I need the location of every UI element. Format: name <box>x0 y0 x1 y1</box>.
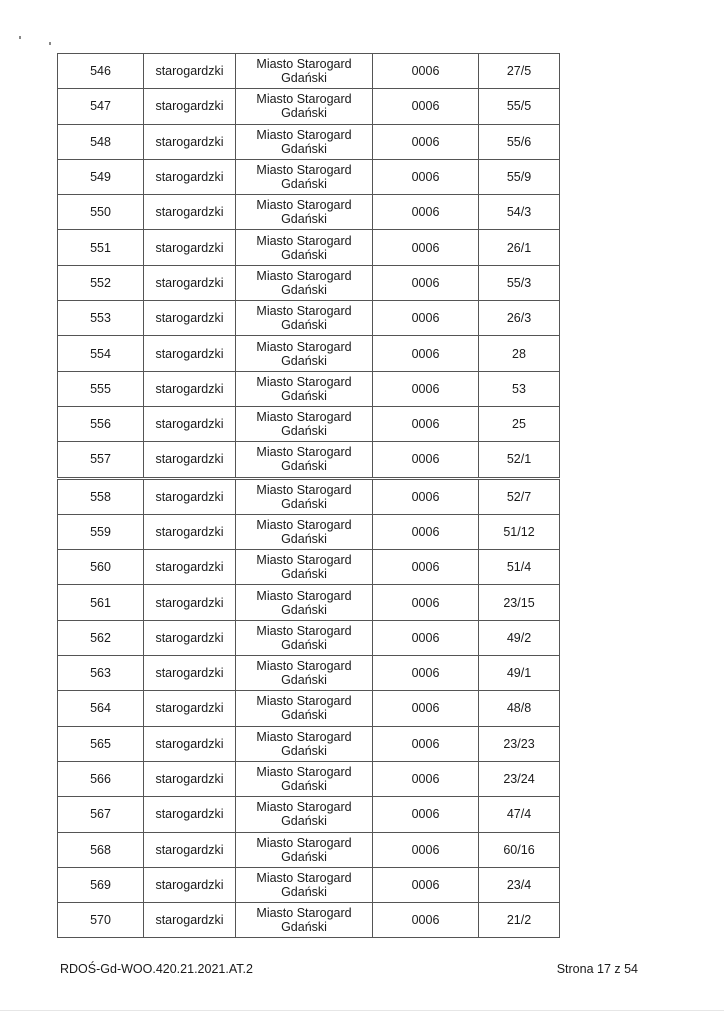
cell-gmina <box>236 54 373 89</box>
cell-powiat-text: starogardzki <box>155 240 224 255</box>
cell-gmina <box>236 406 373 441</box>
cell-lp-text: 570 <box>90 913 111 928</box>
cell-powiat <box>144 585 236 620</box>
cell-obreb <box>373 478 479 514</box>
cell-lp-text: 556 <box>90 417 111 432</box>
cell-lp-text: 550 <box>90 205 111 220</box>
cell-dzialka-text: 52/1 <box>506 452 532 467</box>
table-row <box>58 265 560 300</box>
cell-obreb <box>373 124 479 159</box>
cell-dzialka-text: 51/12 <box>503 525 535 539</box>
cell-powiat-text: starogardzki <box>155 877 224 892</box>
cell-obreb-text: 0006 <box>411 240 440 255</box>
cell-dzialka <box>479 442 560 478</box>
cell-lp <box>58 620 144 655</box>
cell-powiat-text: starogardzki <box>155 913 224 928</box>
cell-powiat <box>144 514 236 549</box>
cell-gmina <box>236 159 373 194</box>
cell-gmina <box>236 442 373 478</box>
cell-dzialka-text: 23/23 <box>503 736 535 751</box>
cell-obreb-text: 0006 <box>411 772 440 787</box>
cell-gmina-text: Miasto Starogard Gdański <box>256 906 352 935</box>
cell-gmina-text: Miasto Starogard Gdański <box>256 482 352 511</box>
cell-powiat-text: starogardzki <box>155 275 224 290</box>
cell-gmina <box>236 265 373 300</box>
cell-obreb <box>373 265 479 300</box>
cell-obreb-text: 0006 <box>411 346 440 361</box>
cell-obreb <box>373 903 479 938</box>
cell-lp <box>58 478 144 514</box>
cell-dzialka-text: 27/5 <box>506 64 532 79</box>
cell-obreb <box>373 797 479 832</box>
table-row <box>58 903 560 938</box>
cell-powiat <box>144 54 236 89</box>
cell-gmina-text: Miasto Starogard Gdański <box>256 268 352 297</box>
cell-gmina-text: Miasto Starogard Gdański <box>256 518 352 546</box>
cell-powiat-text: starogardzki <box>155 381 224 396</box>
table-row <box>58 54 560 89</box>
cell-obreb <box>373 726 479 761</box>
cell-powiat <box>144 89 236 124</box>
cell-dzialka-text: 51/4 <box>506 560 532 575</box>
cell-obreb <box>373 371 479 406</box>
cell-obreb-text: 0006 <box>411 134 440 149</box>
cell-gmina-text: Miasto Starogard Gdański <box>256 870 352 899</box>
cell-lp-text: 564 <box>90 701 111 716</box>
cell-obreb-text: 0006 <box>411 877 440 892</box>
cell-dzialka-text: 52/7 <box>506 489 532 504</box>
cell-gmina-text: Miasto Starogard Gdański <box>256 374 352 403</box>
table-row <box>58 371 560 406</box>
cell-gmina-text: Miasto Starogard Gdański <box>256 835 352 864</box>
cell-gmina <box>236 514 373 549</box>
cell-obreb-text: 0006 <box>411 417 440 432</box>
page-number: Strona 17 z 54 <box>556 962 638 976</box>
cell-lp-text: 561 <box>90 595 111 610</box>
cell-dzialka <box>479 832 560 867</box>
cell-dzialka-text: 53 <box>512 381 526 396</box>
cell-powiat-text: starogardzki <box>155 772 224 787</box>
cell-dzialka <box>479 89 560 124</box>
cell-dzialka <box>479 867 560 902</box>
cell-obreb <box>373 585 479 620</box>
cell-powiat <box>144 691 236 726</box>
cell-gmina <box>236 550 373 585</box>
cell-lp-text: 566 <box>90 772 111 787</box>
cell-lp-text: 549 <box>90 170 111 185</box>
cell-obreb <box>373 691 479 726</box>
cell-lp-text: 555 <box>90 381 111 396</box>
cell-dzialka-text: 23/15 <box>503 595 535 610</box>
cell-lp-text: 558 <box>90 489 111 504</box>
cell-lp <box>58 514 144 549</box>
cell-powiat <box>144 124 236 159</box>
cell-gmina <box>236 726 373 761</box>
cell-dzialka-text: 23/4 <box>506 877 532 892</box>
cell-dzialka <box>479 336 560 371</box>
cell-obreb <box>373 514 479 549</box>
table-row <box>58 124 560 159</box>
cell-lp-text: 567 <box>90 807 111 822</box>
cell-dzialka <box>479 761 560 796</box>
cell-powiat <box>144 832 236 867</box>
cell-dzialka <box>479 620 560 655</box>
cell-powiat-text: starogardzki <box>155 666 224 681</box>
cell-dzialka <box>479 550 560 585</box>
cell-dzialka <box>479 585 560 620</box>
cell-dzialka <box>479 797 560 832</box>
cell-powiat-text: starogardzki <box>155 736 224 751</box>
cell-lp-text: 548 <box>90 134 111 149</box>
cell-lp <box>58 691 144 726</box>
cell-obreb-text: 0006 <box>411 205 440 220</box>
cell-dzialka <box>479 195 560 230</box>
cell-powiat <box>144 265 236 300</box>
cell-powiat-text: starogardzki <box>155 452 224 467</box>
table-row <box>58 761 560 796</box>
cell-powiat-text: starogardzki <box>155 560 224 575</box>
table-row <box>58 230 560 265</box>
cell-powiat <box>144 159 236 194</box>
cell-powiat-text: starogardzki <box>155 842 224 857</box>
cell-powiat <box>144 761 236 796</box>
cell-dzialka-text: 25 <box>512 417 526 432</box>
page-bottom-edge <box>0 1010 724 1011</box>
cell-lp-text: 546 <box>90 64 111 79</box>
cell-dzialka-text: 47/4 <box>506 807 532 822</box>
cell-gmina-text: Miasto Starogard Gdański <box>256 127 352 156</box>
cell-obreb <box>373 159 479 194</box>
cell-powiat-text: starogardzki <box>155 595 224 610</box>
cell-powiat <box>144 336 236 371</box>
cell-powiat-text: starogardzki <box>155 525 224 539</box>
cell-lp <box>58 406 144 441</box>
cell-gmina <box>236 371 373 406</box>
cell-gmina-text: Miasto Starogard Gdański <box>256 729 352 758</box>
parcels-table-body <box>58 54 560 938</box>
cell-powiat <box>144 442 236 478</box>
cell-gmina <box>236 691 373 726</box>
cell-dzialka <box>479 301 560 336</box>
cell-dzialka <box>479 406 560 441</box>
cell-dzialka <box>479 691 560 726</box>
cell-gmina-text: Miasto Starogard Gdański <box>256 623 352 652</box>
cell-lp-text: 565 <box>90 736 111 751</box>
cell-obreb <box>373 620 479 655</box>
cell-dzialka-text: 48/8 <box>506 701 532 716</box>
table-row <box>58 406 560 441</box>
table-row <box>58 159 560 194</box>
parcels-table <box>57 53 560 938</box>
cell-lp <box>58 797 144 832</box>
cell-dzialka-text: 23/24 <box>503 772 535 787</box>
cell-dzialka-text: 49/1 <box>506 666 532 681</box>
cell-dzialka <box>479 371 560 406</box>
cell-powiat-text: starogardzki <box>155 346 224 361</box>
cell-lp <box>58 195 144 230</box>
cell-gmina <box>236 903 373 938</box>
cell-dzialka-text: 21/2 <box>506 913 532 928</box>
table-row <box>58 89 560 124</box>
cell-dzialka-text: 28 <box>512 346 526 361</box>
cell-obreb-text: 0006 <box>411 452 440 467</box>
cell-dzialka <box>479 903 560 938</box>
cell-lp <box>58 726 144 761</box>
cell-dzialka <box>479 656 560 691</box>
cell-gmina-text: Miasto Starogard Gdański <box>256 92 352 121</box>
cell-obreb <box>373 54 479 89</box>
cell-powiat <box>144 478 236 514</box>
cell-gmina-text: Miasto Starogard Gdański <box>256 410 352 439</box>
table-row <box>58 656 560 691</box>
cell-gmina-text: Miasto Starogard Gdański <box>256 659 352 688</box>
cell-obreb <box>373 336 479 371</box>
cell-obreb <box>373 442 479 478</box>
cell-lp <box>58 585 144 620</box>
cell-gmina-text: Miasto Starogard Gdański <box>256 765 352 794</box>
cell-lp <box>58 124 144 159</box>
cell-gmina <box>236 89 373 124</box>
cell-dzialka-text: 49/2 <box>506 630 532 645</box>
cell-lp-text: 568 <box>90 842 111 857</box>
cell-obreb-text: 0006 <box>411 311 440 326</box>
cell-lp <box>58 550 144 585</box>
cell-gmina-text: Miasto Starogard Gdański <box>256 304 352 333</box>
cell-gmina-text: Miasto Starogard Gdański <box>256 553 352 582</box>
cell-powiat <box>144 550 236 585</box>
cell-obreb-text: 0006 <box>411 630 440 645</box>
cell-powiat-text: starogardzki <box>155 134 224 149</box>
cell-lp-text: 554 <box>90 346 111 361</box>
cell-powiat <box>144 903 236 938</box>
cell-obreb-text: 0006 <box>411 170 440 185</box>
cell-powiat <box>144 620 236 655</box>
cell-powiat-text: starogardzki <box>155 807 224 822</box>
cell-powiat <box>144 406 236 441</box>
cell-obreb <box>373 867 479 902</box>
cell-dzialka <box>479 726 560 761</box>
cell-gmina-text: Miasto Starogard Gdański <box>256 588 352 617</box>
cell-powiat-text: starogardzki <box>155 311 224 326</box>
cell-obreb-text: 0006 <box>411 99 440 114</box>
cell-lp <box>58 230 144 265</box>
table-row <box>58 797 560 832</box>
cell-obreb <box>373 230 479 265</box>
cell-lp-text: 557 <box>90 452 111 467</box>
cell-obreb <box>373 406 479 441</box>
cell-lp <box>58 656 144 691</box>
table-row <box>58 550 560 585</box>
cell-lp-text: 563 <box>90 666 111 681</box>
cell-dzialka-text: 60/16 <box>503 842 535 857</box>
cell-lp <box>58 54 144 89</box>
cell-lp-text: 552 <box>90 275 111 290</box>
cell-obreb <box>373 832 479 867</box>
cell-obreb <box>373 656 479 691</box>
cell-gmina-text: Miasto Starogard Gdański <box>256 445 352 474</box>
cell-obreb-text: 0006 <box>411 842 440 857</box>
cell-lp-text: 562 <box>90 630 111 645</box>
cell-gmina <box>236 230 373 265</box>
cell-powiat <box>144 371 236 406</box>
cell-lp <box>58 867 144 902</box>
table-row <box>58 442 560 478</box>
cell-dzialka-text: 55/6 <box>506 134 532 149</box>
cell-gmina <box>236 797 373 832</box>
table-row <box>58 195 560 230</box>
cell-lp <box>58 301 144 336</box>
table-row <box>58 726 560 761</box>
cell-obreb-text: 0006 <box>411 736 440 751</box>
cell-powiat-text: starogardzki <box>155 99 224 114</box>
cell-lp <box>58 442 144 478</box>
table-row <box>58 301 560 336</box>
cell-powiat <box>144 230 236 265</box>
cell-lp-text: 569 <box>90 877 111 892</box>
cell-obreb-text: 0006 <box>411 489 440 504</box>
cell-dzialka-text: 26/1 <box>506 240 532 255</box>
cell-dzialka <box>479 159 560 194</box>
cell-gmina <box>236 620 373 655</box>
cell-gmina <box>236 656 373 691</box>
cell-powiat-text: starogardzki <box>155 205 224 220</box>
cell-lp-text: 560 <box>90 560 111 575</box>
cell-obreb <box>373 195 479 230</box>
cell-powiat-text: starogardzki <box>155 170 224 185</box>
cell-dzialka <box>479 124 560 159</box>
cell-obreb-text: 0006 <box>411 913 440 928</box>
cell-lp <box>58 761 144 796</box>
cell-lp-text: 551 <box>90 240 111 255</box>
cell-dzialka <box>479 230 560 265</box>
cell-gmina-text: Miasto Starogard Gdański <box>256 339 352 368</box>
cell-obreb-text: 0006 <box>411 525 440 539</box>
cell-gmina <box>236 867 373 902</box>
cell-powiat-text: starogardzki <box>155 489 224 504</box>
cell-obreb-text: 0006 <box>411 807 440 822</box>
cell-lp-text: 553 <box>90 311 111 326</box>
cell-gmina <box>236 761 373 796</box>
cell-lp <box>58 159 144 194</box>
cell-dzialka <box>479 514 560 549</box>
cell-powiat-text: starogardzki <box>155 417 224 432</box>
table-row <box>58 832 560 867</box>
cell-obreb-text: 0006 <box>411 666 440 681</box>
cell-obreb-text: 0006 <box>411 560 440 575</box>
cell-lp <box>58 265 144 300</box>
cell-powiat-text: starogardzki <box>155 64 224 79</box>
cell-powiat <box>144 867 236 902</box>
cell-powiat-text: starogardzki <box>155 701 224 716</box>
cell-obreb-text: 0006 <box>411 275 440 290</box>
cell-gmina-text: Miasto Starogard Gdański <box>256 198 352 227</box>
cell-dzialka-text: 55/3 <box>506 275 532 290</box>
cell-lp <box>58 371 144 406</box>
table-row <box>58 478 560 514</box>
cell-dzialka-text: 55/9 <box>506 170 532 185</box>
cell-powiat <box>144 195 236 230</box>
cell-dzialka-text: 26/3 <box>506 311 532 326</box>
cell-dzialka <box>479 478 560 514</box>
cell-dzialka <box>479 265 560 300</box>
cell-powiat-text: starogardzki <box>155 630 224 645</box>
cell-obreb <box>373 89 479 124</box>
cell-dzialka <box>479 54 560 89</box>
cell-powiat <box>144 301 236 336</box>
cell-obreb-text: 0006 <box>411 381 440 396</box>
cell-lp <box>58 903 144 938</box>
cell-gmina <box>236 124 373 159</box>
cell-obreb-text: 0006 <box>411 595 440 610</box>
cell-lp-text: 559 <box>90 525 111 539</box>
cell-obreb <box>373 301 479 336</box>
cell-lp-text: 547 <box>90 99 111 114</box>
cell-obreb <box>373 761 479 796</box>
table-row <box>58 691 560 726</box>
cell-obreb-text: 0006 <box>411 701 440 716</box>
table-row <box>58 867 560 902</box>
cell-obreb-text: 0006 <box>411 64 440 79</box>
cell-gmina <box>236 301 373 336</box>
scan-mark <box>19 36 21 39</box>
cell-lp <box>58 336 144 371</box>
cell-gmina <box>236 195 373 230</box>
cell-powiat <box>144 656 236 691</box>
cell-gmina-text: Miasto Starogard Gdański <box>256 163 352 192</box>
cell-powiat <box>144 797 236 832</box>
cell-gmina <box>236 336 373 371</box>
cell-gmina <box>236 478 373 514</box>
cell-gmina-text: Miasto Starogard Gdański <box>256 694 352 723</box>
cell-dzialka-text: 55/5 <box>506 99 532 114</box>
cell-gmina-text: Miasto Starogard Gdański <box>256 233 352 262</box>
cell-gmina-text: Miasto Starogard Gdański <box>256 57 352 86</box>
cell-obreb <box>373 550 479 585</box>
cell-powiat <box>144 726 236 761</box>
document-reference: RDOŚ-Gd-WOO.420.21.2021.AT.2 <box>60 962 253 976</box>
table-row <box>58 336 560 371</box>
cell-dzialka-text: 54/3 <box>506 205 532 220</box>
cell-gmina <box>236 832 373 867</box>
cell-lp <box>58 832 144 867</box>
table-row <box>58 585 560 620</box>
scan-mark <box>49 42 51 45</box>
table-row <box>58 514 560 549</box>
cell-lp <box>58 89 144 124</box>
cell-gmina <box>236 585 373 620</box>
cell-gmina-text: Miasto Starogard Gdański <box>256 800 352 829</box>
table-row <box>58 620 560 655</box>
